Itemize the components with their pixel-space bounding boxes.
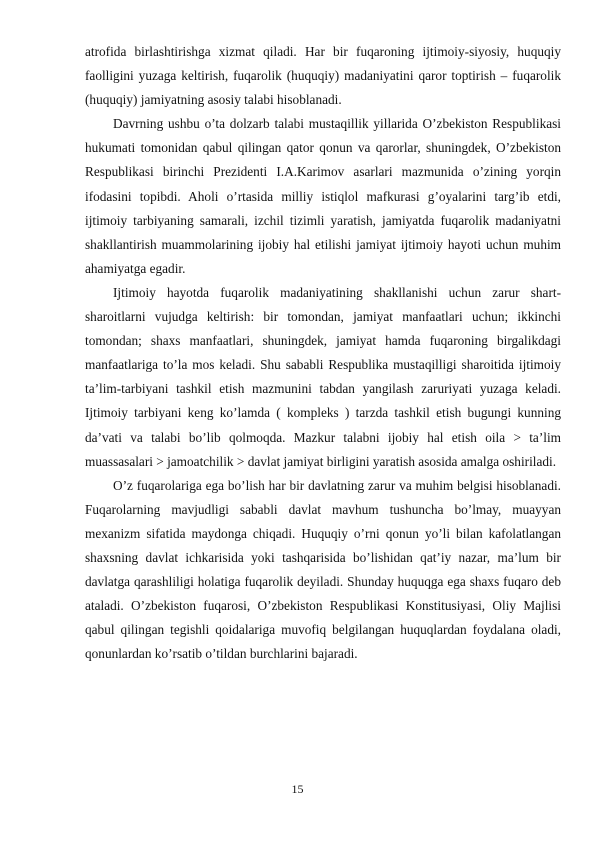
paragraph: O’z fuqarolariga ega bo’lish har bir davlatning zarur va muhim belgisi hisoblanadi. Fuqarolarning mavjudligi sababli davlat mavhum tushuncha bo’lmay, muayyan mexanizm sifatida maydonga chiqadi. Huquqiy o’rni qonun yo’li bilan kafolatlangan shaxsning davlat ichkarisida yoki tashqarisida bo’lishidan qat’iy nazar, ma’lum bir davlatga qarashliligi holatiga fuqarolik deyiladi. Shunday huquqga ega shaxs fuqaro deb ataladi. O’zbekiston fuqarosi, O’zbekiston Respublikasi Konstitusiyasi, Oliy Majlisi qabul qilingan tegishli qoidalariga muvofiq belgilangan huquqlardan foydalana oladi, qonunlardan ko’rsatib o’tildan burchlarini bajaradi. [85,477,561,662]
paragraph-continuation: atrofida birlashtirishga xizmat qiladi. Har bir fuqaroning ijtimoiy-siyosiy, huquqiy faolligini yuzaga keltirish, fuqarolik (huquqiy) madaniyatini qaror toptirish – fuqarolik (huquqiy) jamiyatning asosiy talabi hisoblanadi. [85,44,561,108]
page-number: 15 [291,782,304,796]
paragraph: Ijtimoiy hayotda fuqarolik madaniyatining shakllanishi uchun zarur shart-sharoitlarni vujudga keltirish: bir tomondan, jamiyat manfaatlari uchun; ikkinchi tomondan; shaxs manfaatlari, shuningdek, jamiyat hamda fuqaroning birgalikdagi manfaatlariga to’la mos keladi. Shu sababli Respublika mustaqilligi sharoitida ijtimoiy ta’lim-tarbiyani tashkil etish mazmunini tabdan yangilash zaruriyati yuzaga keladi. Ijtimoiy tarbiyani keng ko’lamda ( kompleks ) tarzda tashkil etish bugungi kunning da’vati va talabi bo’lib qolmoqda. Mazkur talabni ijobiy hal etish oila > ta’lim muassasalari > jamoatchilik > davlat jamiyat birligini yaratish asosida amalga oshiriladi. [85,284,561,469]
paragraph: Davrning ushbu o’ta dolzarb talabi mustaqillik yillarida O’zbekiston Respublikasi hukumati tomonidan qabul qilingan qator qonun va qarorlar, shuningdek, O’zbekiston Respublikasi birinchi Prezidenti I.A.Karimov asarlari mazmunida o’zining yorqin ifodasini topibdi. Aholi o’rtasida milliy istiqlol mafkurasi g’oyalarini targ’ib etdi, ijtimoiy tarbiyaning samarali, izchil tizimli yaratish, jamiyatda fuqarolik madaniyatni shakllantirish muammolarining ijobiy hal etilishi jamiyat ijtimoiy hayoti uchun muhim ahamiyatga egadir. [85,116,561,276]
body-text [85,40,561,666]
